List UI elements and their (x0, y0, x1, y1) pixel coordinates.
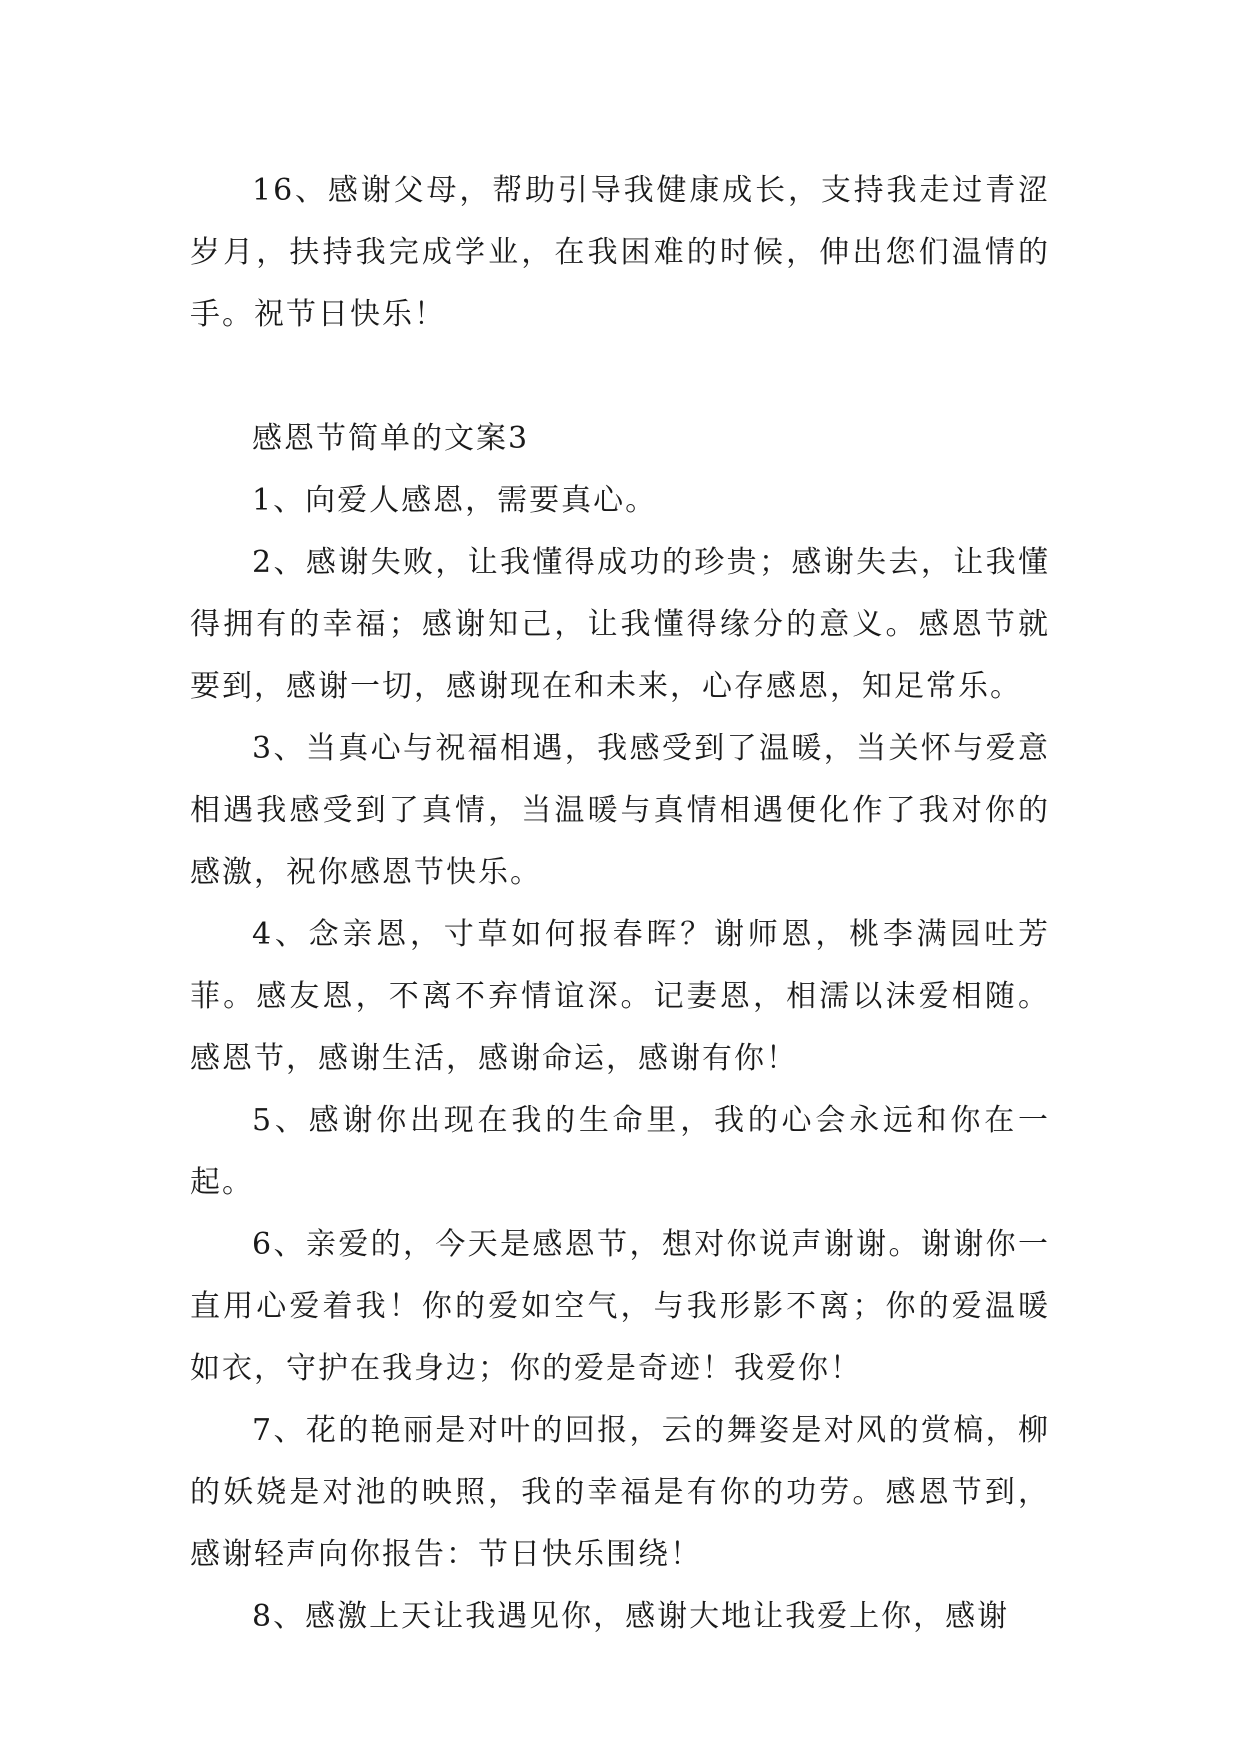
list-item-1: 1、向爱人感恩，需要真心。 (252, 483, 658, 518)
section-spacer (190, 346, 1050, 408)
list-item-5: 5、感谢你出现在我的生命里，我的心会永远和你在一起。 (190, 1103, 1050, 1200)
list-item-4: 4、念亲恩，寸草如何报春晖？谢师恩，桃李满园吐芳菲。感友恩，不离不弃情谊深。记妻恩，相濡以沫爱相随。感恩节，感谢生活，感谢命运，感谢有你！ (190, 917, 1050, 1076)
list-item-6: 6、亲爱的，今天是感恩节，想对你说声谢谢。谢谢你一直用心爱着我！你的爱如空气，与我形影不离；你的爱温暖如衣，守护在我身边；你的爱是奇迹！我爱你！ (190, 1227, 1050, 1386)
paragraph-16: 16、感谢父母，帮助引导我健康成长，支持我走过青涩岁月，扶持我完成学业，在我困难的时候，伸出您们温情的手。祝节日快乐！ (190, 173, 1050, 332)
list-item-3: 3、当真心与祝福相遇，我感受到了温暖，当关怀与爱意相遇我感受到了真情，当温暖与真情相遇便化作了我对你的感激，祝你感恩节快乐。 (190, 731, 1050, 890)
list-item-8: 8、感激上天让我遇见你，感谢大地让我爱上你，感谢 (252, 1599, 1010, 1634)
document-body (190, 160, 1050, 1648)
list-item-7: 7、花的艳丽是对叶的回报，云的舞姿是对风的赏槁，柳的妖娆是对池的映照，我的幸福是有你的功劳。感恩节到，感谢轻声向你报告：节日快乐围绕！ (190, 1413, 1050, 1572)
section-title: 感恩节简单的文案3 (252, 421, 530, 456)
list-item-2: 2、感谢失败，让我懂得成功的珍贵；感谢失去，让我懂得拥有的幸福；感谢知己，让我懂得缘分的意义。感恩节就要到，感谢一切，感谢现在和未来，心存感恩，知足常乐。 (190, 545, 1050, 704)
